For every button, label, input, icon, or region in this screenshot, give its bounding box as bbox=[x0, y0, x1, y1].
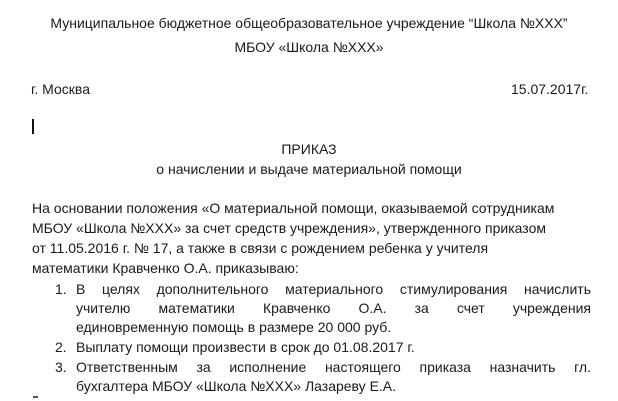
list-item-line: Ответственным за исполнение настоящего приказа назначить гл. bbox=[76, 359, 591, 375]
org-short-name: МБОУ «Школа №ХХХ» bbox=[234, 39, 384, 55]
page-edge-mark bbox=[33, 396, 38, 398]
list-item-line: В целях дополнительного материального стимулирования начислить bbox=[76, 281, 591, 297]
city: г. Москва bbox=[31, 81, 90, 97]
org-full-name: Муниципальное бюджетное общеобразовательное учреждение “Школа №ХХХ” bbox=[50, 15, 568, 31]
date: 15.07.2017г. bbox=[511, 81, 589, 97]
list-item-number: 3. bbox=[55, 359, 67, 375]
intro-line: МБОУ «Школа №ХХХ» за счет средств учреждения», утвержденного приказом bbox=[32, 220, 546, 236]
document-title: ПРИКАЗ bbox=[281, 141, 337, 157]
intro-line: математики Кравченко О.А. приказываю: bbox=[32, 260, 299, 276]
list-item-number: 1. bbox=[55, 281, 67, 297]
list-item-line: единовременную помощь в размере 20 000 руб. bbox=[76, 319, 392, 335]
list-item-line: учителю математики Кравченко О.А. за счет учреждения bbox=[76, 300, 591, 316]
document-subtitle: о начислении и выдаче материальной помощи bbox=[156, 161, 462, 177]
text-cursor bbox=[32, 119, 34, 134]
intro-line: от 11.05.2016 г. № 17, а также в связи с рождением ребенка у учителя bbox=[32, 240, 489, 256]
intro-line: На основании положения «О материальной помощи, оказываемой сотрудникам bbox=[32, 200, 555, 216]
list-item-line: бухгалтера МБОУ «Школа №ХХХ» Лазареву Е.А. bbox=[76, 378, 397, 394]
list-item-line: Выплату помощи произвести в срок до 01.08.2017 г. bbox=[76, 339, 415, 355]
list-item-number: 2. bbox=[55, 339, 67, 355]
